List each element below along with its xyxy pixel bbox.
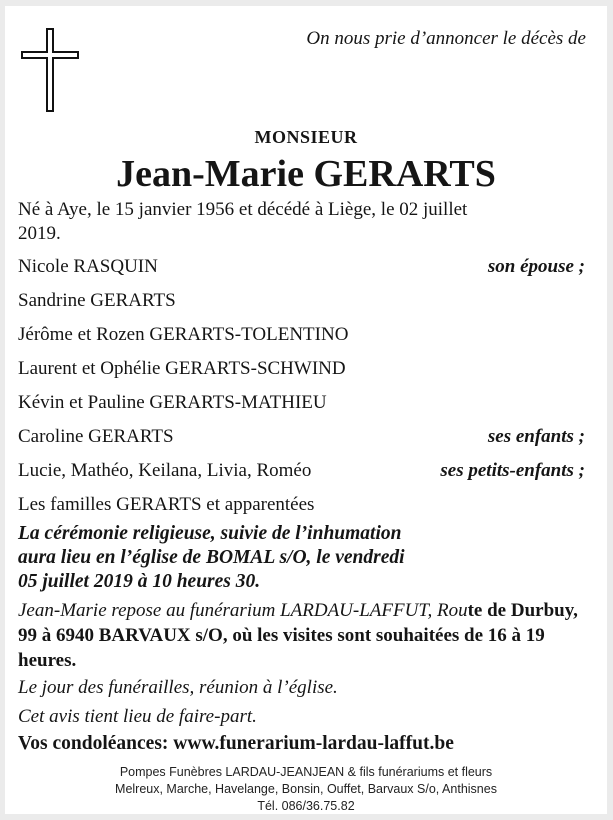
family-names: Caroline GERARTS — [18, 426, 174, 447]
honorific: MONSIEUR — [254, 127, 358, 147]
visitation-text-bold: te de Durbuy, 99 à 6940 BARVAUX s/O, où les visites sont souhaitées de 16 à 19 heures. — [18, 600, 578, 671]
family-relation: son épouse ; — [487, 256, 585, 277]
obituary-notice — [5, 6, 607, 814]
funeral-note: Le jour des funérailles, réunion à l’église. — [18, 677, 338, 698]
family-row — [18, 460, 585, 494]
family-names: Sandrine GERARTS — [18, 290, 176, 311]
family-row — [18, 426, 585, 460]
faire-part-note: Cet avis tient lieu de faire-part. — [18, 706, 257, 727]
family-names: Laurent et Ophélie GERARTS-SCHWIND — [18, 358, 346, 379]
family-relation: ses petits-enfants ; — [440, 460, 585, 481]
cross-icon — [21, 28, 79, 112]
family-names: Jérôme et Rozen GERARTS-TOLENTINO — [18, 324, 349, 345]
ceremony-line: aura lieu en l’église de BOMAL s/O, le vendredi — [18, 547, 405, 568]
ceremony-line: La cérémonie religieuse, suivie de l’inhumation — [18, 523, 402, 544]
visitation-info — [18, 598, 598, 673]
family-row — [18, 358, 585, 392]
family-row — [18, 256, 585, 290]
footer-line: Pompes Funèbres LARDAU-JEANJEAN & fils funérariums et fleurs — [119, 765, 493, 779]
family-row — [18, 324, 585, 358]
announcement-intro: On nous prie d’annoncer le décès de — [306, 28, 586, 49]
footer-line: Melreux, Marche, Havelange, Bonsin, Ouffet, Barvaux S/o, Anthisnes — [115, 782, 497, 796]
visitation-text: Jean-Marie repose au funérarium LARDAU-LAFFUT, Rou — [18, 600, 468, 621]
ceremony-line: 05 juillet 2019 à 10 heures 30. — [18, 571, 261, 592]
family-list — [18, 256, 585, 528]
deceased-name: Jean-Marie GERARTS — [116, 153, 496, 195]
family-names: Nicole RASQUIN — [18, 256, 158, 277]
ceremony-details — [18, 522, 558, 594]
birth-death-info: Né à Aye, le 15 janvier 1956 et décédé à Liège, le 02 juillet 2019. — [18, 199, 468, 244]
family-relation: ses enfants ; — [487, 426, 585, 447]
footer-phone: Tél. 086/36.75.82 — [257, 799, 355, 813]
family-names: Kévin et Pauline GERARTS-MATHIEU — [18, 392, 327, 413]
family-names: Lucie, Mathéo, Keilana, Livia, Roméo — [18, 460, 312, 481]
family-row — [18, 290, 585, 324]
family-row — [18, 392, 585, 426]
condolences-link[interactable]: Vos condoléances: www.funerarium-lardau-laffut.be — [18, 733, 454, 754]
funeral-home-footer — [5, 764, 607, 815]
family-names: Les familles GERARTS et apparentées — [18, 494, 315, 515]
